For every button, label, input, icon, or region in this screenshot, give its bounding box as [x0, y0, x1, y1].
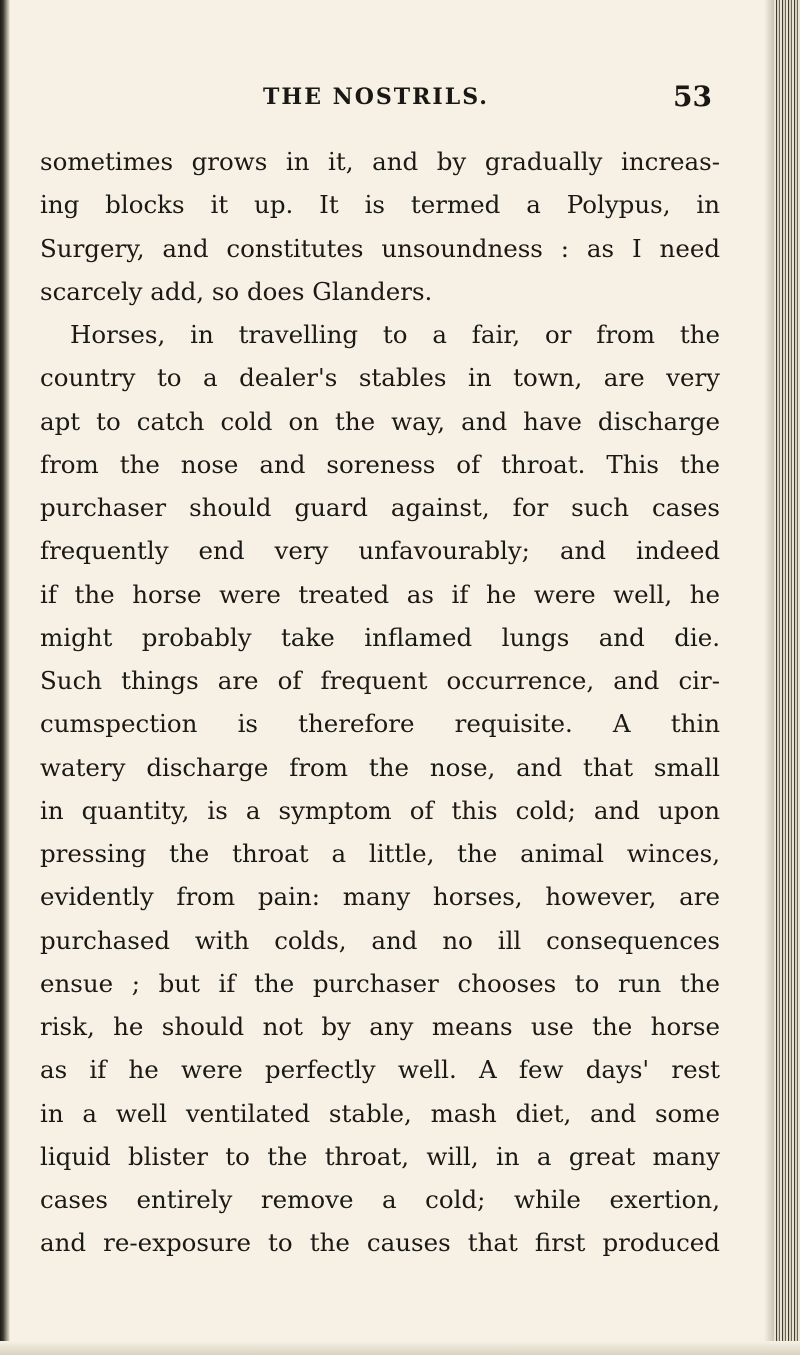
text-line: Such things are of frequent occurrence, and cir- — [40, 666, 720, 695]
text-line: in quantity, is a symptom of this cold; and upon — [40, 795, 720, 825]
text-line: liquid blister to the throat, will, in a great many — [40, 1141, 720, 1171]
text-line: from the nose and soreness of throat. This the — [40, 449, 720, 479]
text-line: in a well ventilated stable, mash diet, and some — [40, 1098, 720, 1128]
text-line: evidently from pain: many horses, however, are — [40, 882, 720, 912]
text-line: and re-exposure to the causes that first produced — [40, 1228, 720, 1258]
page-stack-edge — [774, 0, 800, 1355]
page-header — [40, 80, 712, 120]
text-line: purchaser should guard against, for such cases — [40, 493, 720, 522]
text-line: as if he were perfectly well. A few days' rest — [40, 1055, 720, 1085]
text-line: cumspection is therefore requisite. A thin — [40, 709, 720, 739]
text-line: Horses, in travelling to a fair, or from the — [70, 320, 720, 349]
text-line: scarcely add, so does Glanders. — [40, 276, 433, 306]
text-line: country to a dealer's stables in town, are very — [40, 363, 720, 393]
text-line: sometimes grows in it, and by gradually increas- — [40, 147, 720, 176]
text-line: ing blocks it up. It is termed a Polypus, in — [40, 190, 720, 220]
page-number: 53 — [673, 80, 712, 113]
text-line: ensue ; but if the purchaser chooses to run the — [40, 968, 720, 998]
text-line: if the horse were treated as if he were well, he — [40, 579, 720, 609]
text-line: risk, he should not by any means use the horse — [40, 1012, 720, 1041]
text-line: Surgery, and constitutes unsoundness : as I need — [40, 233, 720, 263]
page-curve-shadow — [764, 0, 774, 1355]
text-line: apt to catch cold on the way, and have discharge — [40, 406, 720, 436]
body-text — [40, 140, 720, 1265]
running-title: THE NOSTRILS. — [263, 84, 489, 110]
page-bottom-edge — [0, 1341, 800, 1355]
text-line: pressing the throat a little, the animal winces, — [40, 839, 720, 868]
text-line: frequently end very unfavourably; and indeed — [40, 536, 720, 566]
text-line: might probably take inflamed lungs and die. — [40, 622, 720, 652]
text-line: watery discharge from the nose, and that small — [40, 752, 720, 782]
text-line: purchased with colds, and no ill consequences — [40, 925, 720, 955]
text-line: cases entirely remove a cold; while exertion, — [40, 1185, 720, 1214]
binding-edge — [0, 0, 10, 1355]
